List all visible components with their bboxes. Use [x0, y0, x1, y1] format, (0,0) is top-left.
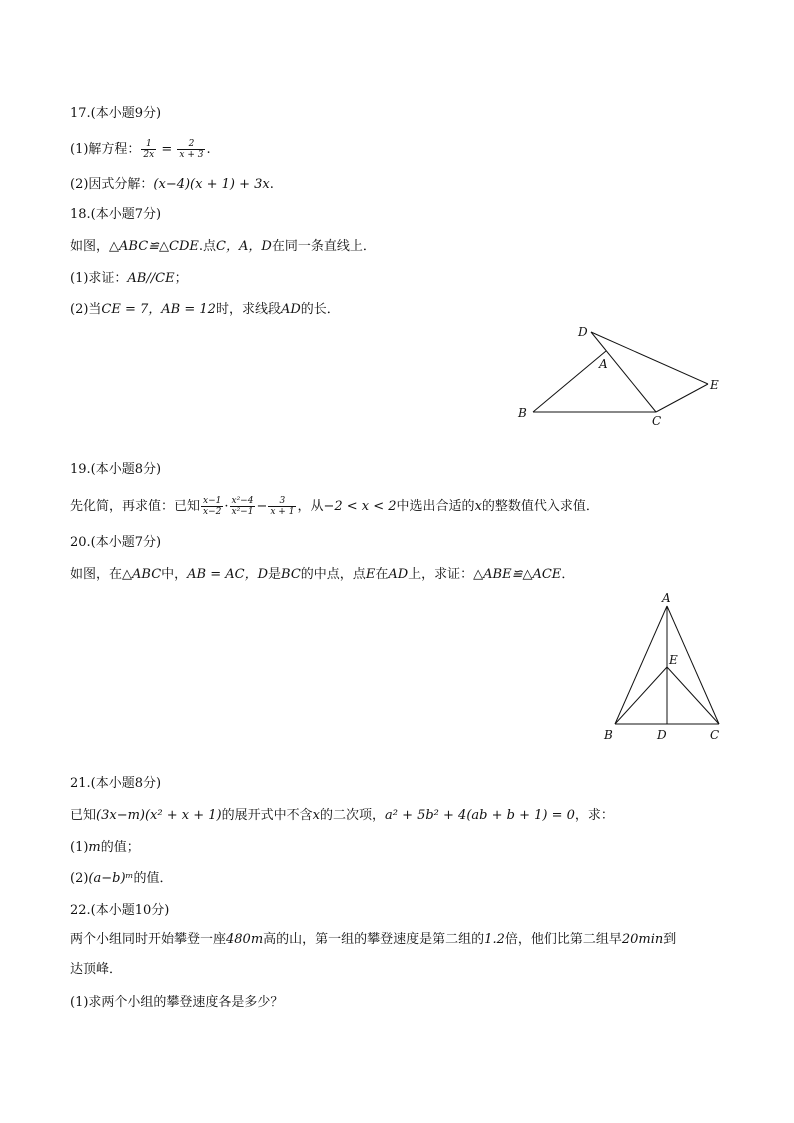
- q18-part1: [70, 270, 188, 288]
- q18-label-E: E: [710, 378, 719, 392]
- q19-stem-m2: x: [474, 499, 482, 514]
- q18-stem-c: 在同一条直线上．: [271, 239, 376, 254]
- q21-stem-m1: (3x−m)(x² + x + 1): [96, 808, 222, 823]
- q17-part1-end: .: [206, 142, 211, 157]
- q18-part2: [70, 301, 340, 319]
- q20-line-BE: [615, 667, 667, 724]
- q22-stem-line2: 达顶峰．: [70, 962, 123, 977]
- q20-line-AB: [615, 606, 667, 724]
- q18-header: 18.(本小题7分): [70, 207, 162, 222]
- q21-stem-d: ，求：: [574, 808, 614, 823]
- q20-label-E: E: [669, 653, 678, 667]
- q18-figure: [510, 318, 740, 433]
- q18-stem-m2: C，A，D: [216, 239, 272, 254]
- q22-stem: [70, 931, 676, 949]
- q21-stem-c: 的二次项，: [319, 808, 385, 823]
- q18-part2-a: (2)当: [70, 302, 102, 317]
- q18-label-B: B: [518, 406, 527, 420]
- q17-part1: [70, 139, 211, 160]
- q20-stem-c: 是: [268, 567, 282, 582]
- q17-equals: =: [157, 142, 177, 157]
- q18-part2-m2: AD: [280, 302, 301, 317]
- q21-stem-m2: x: [312, 808, 320, 823]
- q21-part1: [70, 839, 140, 857]
- q19-fraction-3: [268, 496, 296, 517]
- q19-header: 19.(本小题8分): [70, 462, 162, 477]
- q20-stem-b: 中，: [161, 567, 188, 582]
- q17-part2-end: .: [269, 177, 274, 192]
- q20-stem-g: ．: [561, 567, 575, 582]
- q19-fraction-3-num: 3: [268, 496, 296, 507]
- q19-op2: −: [256, 499, 268, 514]
- q20-label-C: C: [710, 728, 720, 742]
- q17-fraction-2-num: 2: [177, 139, 205, 150]
- q19-fraction-2: [230, 496, 256, 517]
- q22-stem-d: 到: [663, 932, 677, 947]
- q20-stem-m1: △ABC: [122, 567, 162, 582]
- q18-stem-a: 如图，: [70, 239, 110, 254]
- q22-stem-m2: 1.2: [484, 932, 505, 947]
- q17-fraction-1-den: 2x: [143, 150, 155, 160]
- q22-stem-b: 高的山，第一组的攀登速度是第二组的: [263, 932, 485, 947]
- q21-part2: [70, 870, 173, 888]
- q22-header: 22.(本小题10分): [70, 903, 170, 918]
- q21-stem-m3: a² + 5b² + 4(ab + b + 1) = 0: [384, 808, 575, 823]
- q22-stem-c: 倍，他们比第二组早: [504, 932, 622, 947]
- q19-fraction-2-num: x²−4: [231, 496, 254, 506]
- q20-stem-e: 在: [375, 567, 389, 582]
- q18-part2-b: 时，求线段: [215, 302, 281, 317]
- q17-part1-prefix: (1)解方程：: [70, 142, 141, 157]
- q19-stem: [70, 496, 599, 517]
- q21-part1-prefix: (1): [70, 840, 89, 855]
- q17-part2-prefix: (2)因式分解：: [70, 177, 154, 192]
- q18-part1-expr: AB//CE: [127, 271, 175, 286]
- q18-line-DE: [591, 332, 708, 384]
- q20-stem-m4: E: [365, 567, 376, 582]
- q20-stem-d: 的中点，点: [300, 567, 366, 582]
- q21-stem-a: 已知: [70, 808, 97, 823]
- q21-stem-b: 的展开式中不含: [221, 808, 313, 823]
- q20-figure: [598, 588, 733, 746]
- q18-part1-prefix: (1)求证：: [70, 271, 128, 286]
- q20-header: 20.(本小题7分): [70, 535, 162, 550]
- q22-stem-m3: 20min: [621, 932, 664, 947]
- q18-label-D: D: [578, 325, 588, 339]
- q20-label-D: D: [657, 728, 667, 742]
- q21-stem: [70, 807, 614, 825]
- q21-part1-m: m: [88, 840, 101, 855]
- q18-line-CE: [656, 384, 708, 412]
- q20-stem-m2: AB = AC，D: [187, 567, 269, 582]
- q17-part2-expr: (x−4)(x + 1) + 3x: [153, 177, 270, 192]
- q18-stem-b: .点: [198, 239, 217, 254]
- q20-stem-f: 上，求证：: [408, 567, 474, 582]
- q19-fraction-1: [201, 496, 223, 517]
- q22-part1: (1)求两个小组的攀登速度各是多少？: [70, 995, 284, 1010]
- q21-header: 21.(本小题8分): [70, 776, 162, 791]
- q19-op1: ·: [224, 499, 229, 514]
- q17-part2: [70, 176, 274, 194]
- q22-stem-m1: 480m: [226, 932, 264, 947]
- q21-part2-m: (a−b)ᵐ: [88, 871, 134, 886]
- q21-part2-end: 的值．: [133, 871, 173, 886]
- q18-stem-m1: △ABC≌△CDE: [109, 239, 199, 254]
- q20-label-A: A: [662, 591, 671, 605]
- q20-stem-m6: △ABE≌△ACE: [473, 567, 562, 582]
- q18-part1-end: ；: [174, 271, 188, 286]
- q18-line-CD: [591, 332, 656, 412]
- q19-stem-c: 中选出合适的: [396, 499, 475, 514]
- q20-stem-a: 如图，在: [70, 567, 123, 582]
- q19-stem-d: 的整数值代入求值．: [481, 499, 599, 514]
- q19-stem-m1: −2 < x < 2: [323, 499, 397, 514]
- q19-stem-a: 先化简，再求值：已知: [70, 499, 201, 514]
- q18-label-A: A: [599, 357, 608, 371]
- q19-fraction-2-den: x²−1: [231, 507, 254, 517]
- q21-part2-prefix: (2): [70, 871, 89, 886]
- q17-fraction-2: [177, 139, 205, 160]
- q18-part2-m1: CE = 7，AB = 12: [101, 302, 216, 317]
- q17-fraction-2-den: x + 3: [179, 150, 204, 160]
- q20-stem-m3: BC: [281, 567, 301, 582]
- q18-label-C: C: [652, 414, 662, 428]
- q19-fraction-3-den: x + 1: [270, 507, 295, 517]
- q19-fraction-1-num: x−1: [203, 496, 222, 506]
- q20-stem-m5: AD: [388, 567, 409, 582]
- q20-line-CE: [667, 667, 719, 724]
- q21-part1-end: 的值；: [100, 840, 140, 855]
- q20-label-B: B: [604, 728, 613, 742]
- q22-stem-a: 两个小组同时开始攀登一座: [70, 932, 227, 947]
- q17-header: 17.(本小题9分): [70, 106, 162, 121]
- q17-fraction-1: [141, 139, 156, 160]
- q18-part2-c: 的长．: [300, 302, 340, 317]
- q18-stem: [70, 238, 376, 256]
- q19-fraction-1-den: x−2: [203, 507, 222, 517]
- q18-line-BA: [533, 351, 606, 412]
- q19-stem-b: ，从: [297, 499, 324, 514]
- q17-fraction-1-num: 1: [141, 139, 156, 150]
- q20-stem: [70, 566, 574, 584]
